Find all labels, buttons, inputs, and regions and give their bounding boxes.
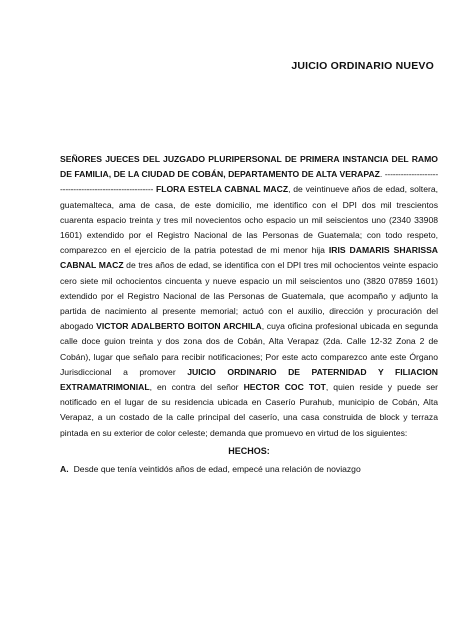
document-title <box>0 60 474 72</box>
fact-item-a <box>60 462 438 477</box>
dash-filler: ------------------------------------------------------- <box>60 169 438 195</box>
fact-text: Desde que tenía veintidós años de edad, empecé una relación de noviazgo <box>73 464 361 475</box>
minor-name: IRIS DAMARIS SHARISSA CABNAL MACZ <box>60 245 439 271</box>
proceeding-name: JUICIO ORDINARIO DE PATERNIDAD Y FILIACION EXTRAMATRIMONIAL <box>60 366 439 393</box>
lawyer-name: VICTOR ADALBERTO BOITON ARCHILA <box>96 321 262 332</box>
plaintiff-name: FLORA ESTELA CABNAL MACZ <box>155 184 289 195</box>
court-address: SEÑORES JUECES DEL JUZGADO PLURIPERSONAL DE PRIMERA INSTANCIA DEL RAMO DE FAMILIA, DE LA CIUDAD DE COBÁN, DEPARTAMENTO DE ALTA VERAPAZ <box>60 154 438 180</box>
defendant-name: HECTOR COC TOT <box>243 382 326 393</box>
intro-paragraph <box>60 152 438 441</box>
lawyer-details: , cuya oficina profesional ubicada en segunda calle doce guion treinta y dos zona dos de Cobán, Alta Verapaz (2da. Calle 12-32 Zona 2 de Cobán), lugar que señalo para recibir notificaciones; Por este acto comparezco ante este Órgano Jurisdiccional a promover <box>60 321 439 377</box>
fact-letter: A. <box>60 464 69 475</box>
defendant-details: , quien reside y puede ser notificado en el lugar de su residencia ubicada en Caserío Purahub, municipio de Cobán, Alta Verapaz, a un costado de la calle principal del caserío, una casa construida de block y terraza pintada en su exterior de color celeste; demanda que promuevo en virtud de los siguientes: <box>60 382 439 438</box>
minor-details: de tres años de edad, se identifica con el DPI tres mil ochocientos veinte espacio cero siete mil ochocientos cincuenta y nueve espacio un mil seiscientos uno (3820 07859 1601) extendido por el Registro Nacional de las Personas de Guatemala, que acompaño y adjunto la partida de nacimiento al presente memorial; actuó con el auxilio, dirección y procuración del abogado <box>60 260 438 332</box>
plaintiff-details: , de veintinueve años de edad, soltera, guatemalteca, ama de casa, de este domicilio, me identifico con el DPI dos mil trescientos cuarenta espacio treinta y tres mil novecientos ocho espacio un mil seiscientos uno (2340 33908 1601) extendido por el Registro Nacional de las Personas de Guatemala; con todo respeto, comparezco en el ejercicio de la patria potestad de mi menor hija <box>60 184 439 256</box>
court-address-end: . <box>379 169 385 180</box>
against-text: , en contra del señor <box>149 382 244 393</box>
facts-heading: HECHOS: <box>228 445 270 456</box>
document-title-text: JUICIO ORDINARIO NUEVO <box>291 60 434 72</box>
document-body <box>60 152 438 477</box>
